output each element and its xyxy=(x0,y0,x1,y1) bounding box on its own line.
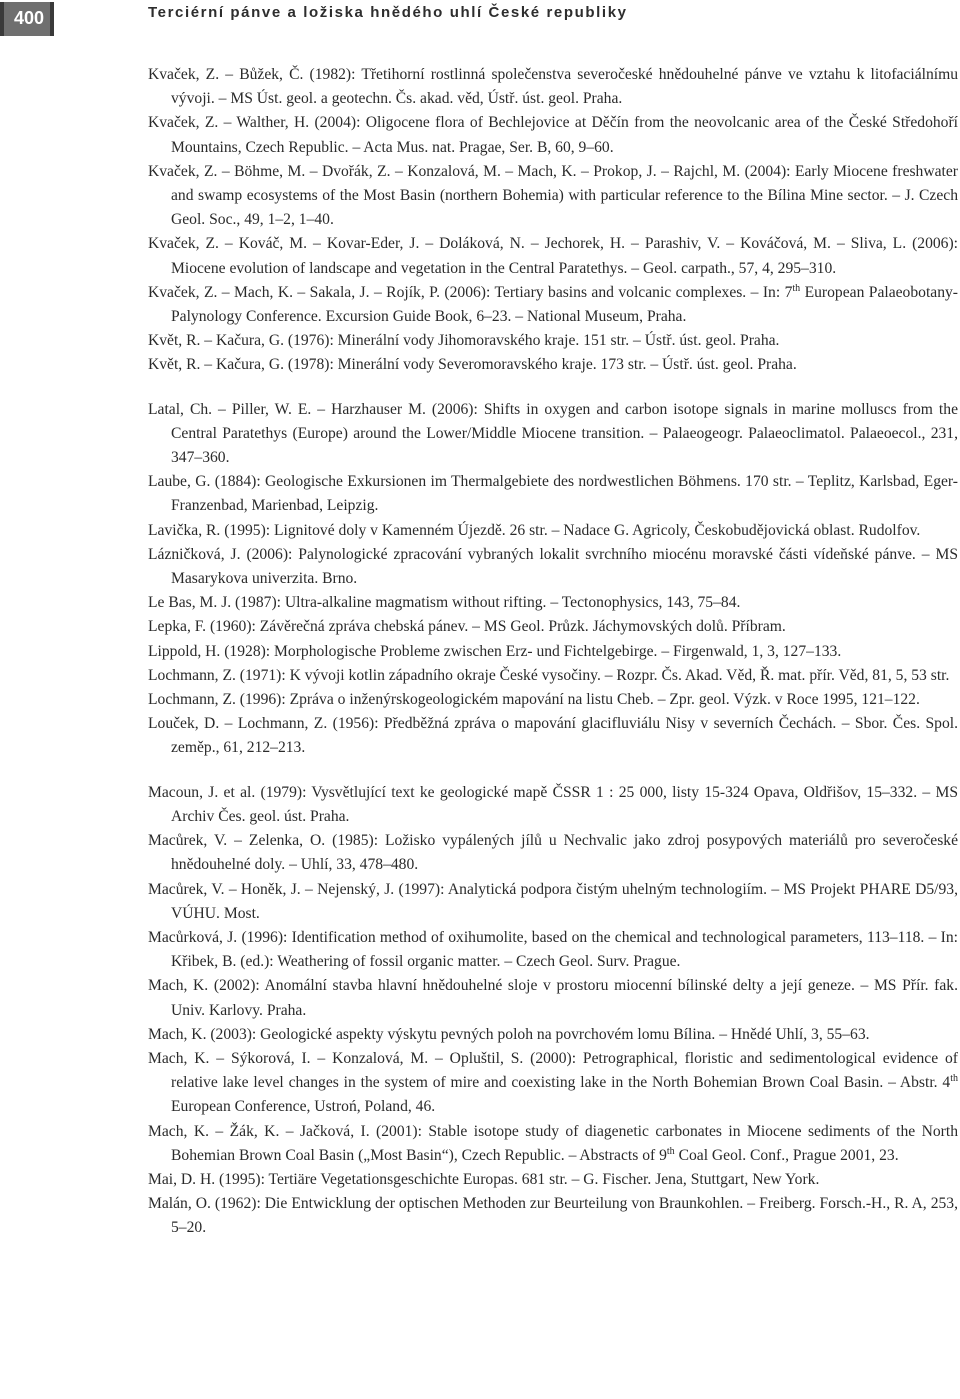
reference-list xyxy=(148,63,958,1241)
running-title: Terciérní pánve a ložiska hnědého uhlí České republiky xyxy=(148,4,628,21)
reference-entry: Lochmann, Z. (1996): Zpráva o inženýrskogeologickém mapování na listu Cheb. – Zpr. geol. Výzk. v Roce 1995, 121–122. xyxy=(148,691,920,709)
header-rule xyxy=(50,2,54,36)
reference-entry: Kvaček, Z. – Kováč, M. – Kovar-Eder, J. – Doláková, N. – Jechorek, H. – Parashiv, V. – Kováčová, M. – Sliva, L. (2006): Miocene evolution of landscape and vegetation in the Central Paratethys. – Geol. carpath., 57, 4, 295–310. xyxy=(148,235,958,277)
reference-entry: Květ, R. – Kačura, G. (1976): Minerální vody Jihomoravského kraje. 151 str. – Ústř. úst. geol. Praha. xyxy=(148,332,780,350)
reference-entry: Kvaček, Z. – Walther, H. (2004): Oligocene flora of Bechlejovice at Děčín from the neovolcanic area of the České Středohoří Mountains, Czech Republic. – Acta Mus. nat. Pragae, Ser. B, 60, 9–60. xyxy=(148,114,958,156)
reference-entry: Macoun, J. et al. (1979): Vysvětlující text ke geologické mapě ČSSR 1 : 25 000, listy 15-324 Opava, Oldřišov, 15–332. – MS Archiv Čes. geol. úst. Praha. xyxy=(148,783,958,825)
reference-entry: Kvaček, Z. – Bůžek, Č. (1982): Třetihorní rostlinná společenstva severočeské hnědouhelné pánve ve vztahu k litofaciálnímu vývoji. – MS Úst. geol. a geotechn. Čs. akad. věd, Ústř. úst. geol. Praha. xyxy=(148,66,958,108)
group-gap xyxy=(148,378,958,398)
reference-entry: Louček, D. – Lochmann, Z. (1956): Předběžná zpráva o mapování glacifluviálu Nisy v severních Čechách. – Sbor. Čes. Spol. zeměp., 61, 212–213. xyxy=(148,715,958,757)
reference-entry: Mai, D. H. (1995): Tertiäre Vegetationsgeschichte Europas. 681 str. – G. Fischer. Jena, Stuttgart, New York. xyxy=(148,1170,820,1188)
reference-entry: Mach, K. – Žák, K. – Jačková, I. (2001): Stable isotope study of diagenetic carbonates in Miocene sediments of the North Bohemian Brown Coal Basin („Most Basin“), Czech Republic. – Abstracts of 9th Coal Geol. Conf., Prague 2001, 23. xyxy=(148,1122,958,1164)
reference-entry: Kvaček, Z. – Mach, K. – Sakala, J. – Rojík, P. (2006): Tertiary basins and volcanic complexes. – In: 7th European Palaeobotany-Palynology Conference. Excursion Guide Book, 6–23. – National Museum, Praha. xyxy=(148,282,958,326)
reference-entry: Mach, K. (2002): Anomální stavba hlavní hnědouhelné sloje v prostoru miocenní bílinské delty a její geneze. – MS Přír. fak. Univ. Karlovy. Praha. xyxy=(148,977,958,1019)
reference-entry: Lavička, R. (1995): Lignitové doly v Kamenném Újezdě. 26 str. – Nadace G. Agricoly, Českobudějovická oblast. Rudolfov. xyxy=(148,521,921,539)
reference-entry: Macůrková, J. (1996): Identification method of oxihumolite, based on the chemical and technological parameters, 113–118. – In: Křibek, B. (ed.): Weathering of fossil organic matter. – Czech Geol. Surv. Prague. xyxy=(148,928,958,971)
reference-entry: Květ, R. – Kačura, G. (1978): Minerální vody Severomoravského kraje. 173 str. – Ústř. úst. geol. Praha. xyxy=(148,356,797,374)
reference-entry: Mach, K. – Sýkorová, I. – Konzalová, M. – Opluštil, S. (2000): Petrographical, floristic and sedimentological evidence of relative lake level changes in the system of mire and coexisting lake in the North Bohemian Brown Coal Basin. – Abstr. 4th European Conference, Ustroń, Poland, 46. xyxy=(148,1049,958,1116)
group-gap xyxy=(148,761,958,781)
reference-entry: Macůrek, V. – Zelenka, O. (1985): Ložisko vypálených jílů u Nechvalic jako zdroj posypových materiálů pro severočeské hnědouhelné doly. – Uhlí, 33, 478–480. xyxy=(148,832,958,874)
reference-entry: Lázničková, J. (2006): Palynologické zpracování vybraných lokalit svrchního miocénu moravské části vídeňské pánve. – MS Masarykova univerzita. Brno. xyxy=(148,545,958,588)
reference-entry: Malán, O. (1962): Die Entwicklung der optischen Methoden zur Beurteilung von Braunkohlen. – Freiberg. Forsch.-H., R. A, 253, 5–20. xyxy=(148,1195,958,1237)
reference-entry: Latal, Ch. – Piller, W. E. – Harzhauser M. (2006): Shifts in oxygen and carbon isotope signals in marine molluscs from the Central Paratethys (Europe) around the Lower/Middle Miocene transition. – Palaeogeogr. Palaeoclimatol. Palaeoecol., 231, 347–360. xyxy=(148,400,958,467)
reference-entry: Le Bas, M. J. (1987): Ultra-alkaline magmatism without rifting. – Tectonophysics, 143, 75–84. xyxy=(148,594,741,612)
page-header xyxy=(0,0,960,38)
reference-entry: Lepka, F. (1960): Závěrečná zpráva chebská pánev. – MS Geol. Průzk. Jáchymovských dolů. Příbram. xyxy=(148,618,786,636)
reference-entry: Laube, G. (1884): Geologische Exkursionen im Thermalgebiete des nordwestlichen Böhmens. 170 str. – Teplitz, Karlsbad, Eger-Franzenbad, Marienbad, Leipzig. xyxy=(148,473,958,515)
reference-entry: Lochmann, Z. (1971): K vývoji kotlin západního okraje České vysočiny. – Rozpr. Čs. Akad. Věd, Ř. mat. přír. Věd, 81, 5, 53 str. xyxy=(148,666,950,684)
page-number: 400 xyxy=(14,8,45,28)
reference-entry: Mach, K. (2003): Geologické aspekty výskytu pevných poloh na povrchovém lomu Bílina. – Hnědé Uhlí, 3, 55–63. xyxy=(148,1025,870,1043)
page-number-tab xyxy=(0,2,50,36)
reference-entry: Lippold, H. (1928): Morphologische Probleme zwischen Erz- und Fichtelgebirge. – Firgenwald, 1, 3, 127–133. xyxy=(148,642,842,660)
reference-entry: Kvaček, Z. – Böhme, M. – Dvořák, Z. – Konzalová, M. – Mach, K. – Prokop, J. – Rajchl, M. (2004): Early Miocene freshwater and swamp ecosystems of the Most Basin (northern Bohemia) with particular reference to the Bílina Mine sector. – J. Czech Geol. Soc., 49, 1–2, 1–40. xyxy=(148,162,958,229)
reference-entry: Macůrek, V. – Honěk, J. – Nejenský, J. (1997): Analytická podpora čistým uhelným technologiím. – MS Projekt PHARE D5/93, VÚHU. Most. xyxy=(148,880,958,922)
